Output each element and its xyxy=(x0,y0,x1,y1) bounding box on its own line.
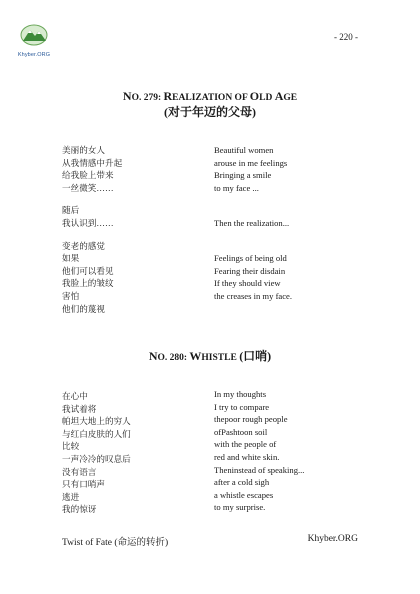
page-number: - 220 - xyxy=(334,32,358,42)
poem-280-english xyxy=(214,388,304,514)
poem-279-chinese xyxy=(62,144,122,315)
verse-line: 我的惊讶 xyxy=(62,504,97,515)
verse-line: 没有语言 xyxy=(62,466,97,477)
verse-line: 一声冷冷的叹息后 xyxy=(62,453,131,464)
verse-line: Then the realization... xyxy=(214,217,290,228)
mountain-logo-icon xyxy=(19,24,49,46)
verse-line: a whistle escapes xyxy=(214,489,274,500)
verse-line: ofPashtoon soil xyxy=(214,426,268,437)
logo-text: Khyber.ORG xyxy=(17,52,51,58)
verse-line: 给我脸上带来 xyxy=(62,170,114,181)
verse-line: 如果 xyxy=(62,253,80,264)
verse-line: red and white skin. xyxy=(214,451,280,462)
verse-line: 变老的感觉 xyxy=(62,240,105,251)
book-title-footer: Twist of Fate (命运的转折) xyxy=(62,538,169,548)
verse-line: I try to compare xyxy=(214,401,270,412)
verse-line: 逃进 xyxy=(62,491,80,502)
verse-line: 从我情感中升起 xyxy=(62,157,123,168)
verse-line: 随后 xyxy=(62,205,80,216)
verse-line: 在心中 xyxy=(62,391,88,401)
verse-line: Fearing their disdain xyxy=(214,265,286,276)
verse-line: 比较 xyxy=(62,441,80,452)
verse-line: 我脸上的皱纹 xyxy=(62,278,114,289)
poem-279-subtitle: (对于年迈的父母) xyxy=(164,105,256,119)
poem-279-english xyxy=(214,144,292,303)
verse-line: to my face ... xyxy=(214,182,259,193)
verse-line: 他们的蔑视 xyxy=(62,303,105,314)
verse-line: 害怕 xyxy=(62,290,80,301)
verse-line: In my thoughts xyxy=(214,389,267,399)
verse-line: Feelings of being old xyxy=(214,253,287,264)
verse-line: thepoor rough people xyxy=(214,414,288,425)
verse-line: Beautiful women xyxy=(214,145,274,155)
verse-line: 我认识到…… xyxy=(62,217,114,228)
poem-279-title: NO. 279: REALIZATION OF OLD AGE xyxy=(122,89,298,103)
verse-line: 一丝微笑…… xyxy=(62,182,114,193)
verse-line: after a cold sigh xyxy=(214,477,270,488)
verse-line: 只有口哨声 xyxy=(62,479,105,490)
verse-line: If they should view xyxy=(214,278,281,289)
verse-line: Bringing a smile xyxy=(214,170,272,181)
site-footer: Khyber.ORG xyxy=(307,534,358,544)
verse-line: to my surprise. xyxy=(214,502,266,513)
verse-line: 与红白皮肤的人们 xyxy=(62,428,131,439)
poem-280-title: NO. 280: WHISTLE (口哨) xyxy=(148,349,272,363)
verse-line: the creases in my face. xyxy=(214,290,293,301)
verse-line: arouse in me feelings xyxy=(214,157,288,168)
khyber-logo xyxy=(14,24,54,58)
poem-280-chinese xyxy=(62,390,131,516)
verse-line: 帕坦大地上的穷人 xyxy=(62,416,131,427)
verse-line: 他们可以看见 xyxy=(62,265,114,276)
verse-line: with the people of xyxy=(214,439,277,450)
verse-line: 美丽的女人 xyxy=(62,145,105,155)
verse-line: 我试着将 xyxy=(62,403,97,414)
verse-line: Theninstead of speaking... xyxy=(214,464,305,475)
